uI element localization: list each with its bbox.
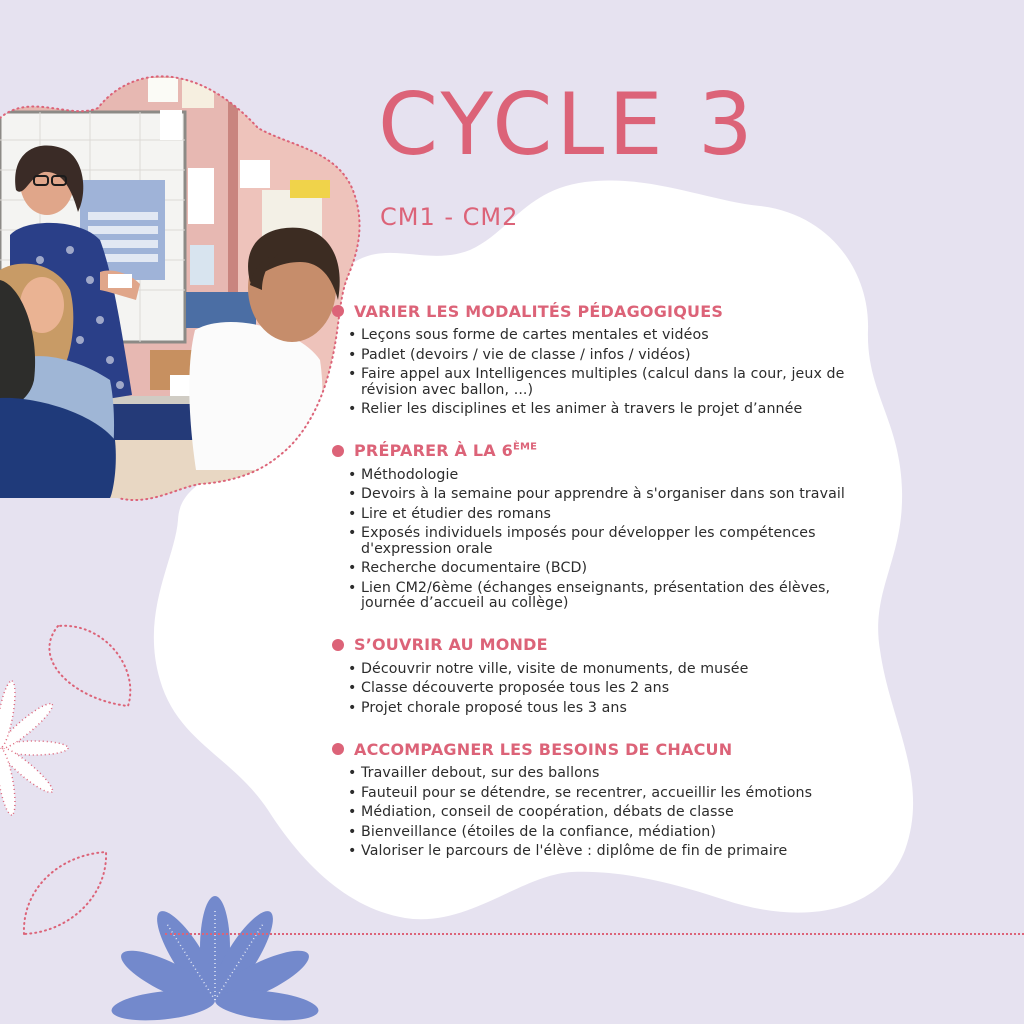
list-item: • Découvrir notre ville, visite de monuments, de musée [348,662,852,678]
list-item: • Méthodologie [348,468,852,484]
blue-flower [110,896,320,1024]
list-item: • Exposés individuels imposés pour développer les compétences d'expression orale [348,526,852,557]
bullet-dot-icon [332,445,344,457]
list-item: • Travailler debout, sur des ballons [348,766,852,782]
list-item: • Leçons sous forme de cartes mentales et vidéos [348,328,852,344]
list-item: • Bienveillance (étoiles de la confiance, médiation) [348,825,852,841]
list-item: • Projet chorale proposé tous les 3 ans [348,701,852,717]
list-item: • Lien CM2/6ème (échanges enseignants, présentation des élèves, journée d’accueil au collège) [348,581,852,612]
list-item: • Recherche documentaire (BCD) [348,561,852,577]
list-item: • Devoirs à la semaine pour apprendre à s'organiser dans son travail [348,487,852,503]
page-title: CYCLE 3 [378,75,757,175]
white-flower [0,680,68,816]
list-item: • Lire et étudier des romans [348,507,852,523]
bullet-dot-icon [332,305,344,317]
list-item: • Fauteuil pour se détendre, se recentrer, accueillir les émotions [348,786,852,802]
list-item: • Padlet (devoirs / vie de classe / infos / vidéos) [348,348,852,364]
section-title: ACCOMPAGNER LES BESOINS DE CHACUN [354,739,733,759]
list-item: • Valoriser le parcours de l'élève : diplôme de fin de primaire [348,844,852,860]
section-title: S’OUVRIR AU MONDE [354,635,548,654]
content-area [332,298,852,880]
section-prepare-6eme [332,438,852,612]
section-title: PRÉPARER À LA 6ÈME [354,441,538,460]
leaf-outline-upper [49,626,130,706]
list-item: • Médiation, conseil de coopération, débats de classe [348,805,852,821]
page-subtitle: CM1 - CM2 [380,203,519,231]
list-item: • Relier les disciplines et les animer à travers le projet d’année [348,402,852,418]
section-support-needs [332,736,852,860]
section-pedagogy [332,298,852,418]
bullet-dot-icon [332,743,344,755]
bullet-dot-icon [332,639,344,651]
dotted-divider [165,933,1024,935]
section-title-superscript: ÈME [513,441,538,453]
section-title: VARIER LES MODALITÉS PÉDAGOGIQUES [354,301,724,321]
leaf-outline-lower [24,852,106,934]
section-open-world [332,632,852,717]
list-item: • Classe découverte proposée tous les 2 ans [348,681,852,697]
list-item: • Faire appel aux Intelligences multiples (calcul dans la cour, jeux de révision avec ballon, ...) [348,367,852,398]
